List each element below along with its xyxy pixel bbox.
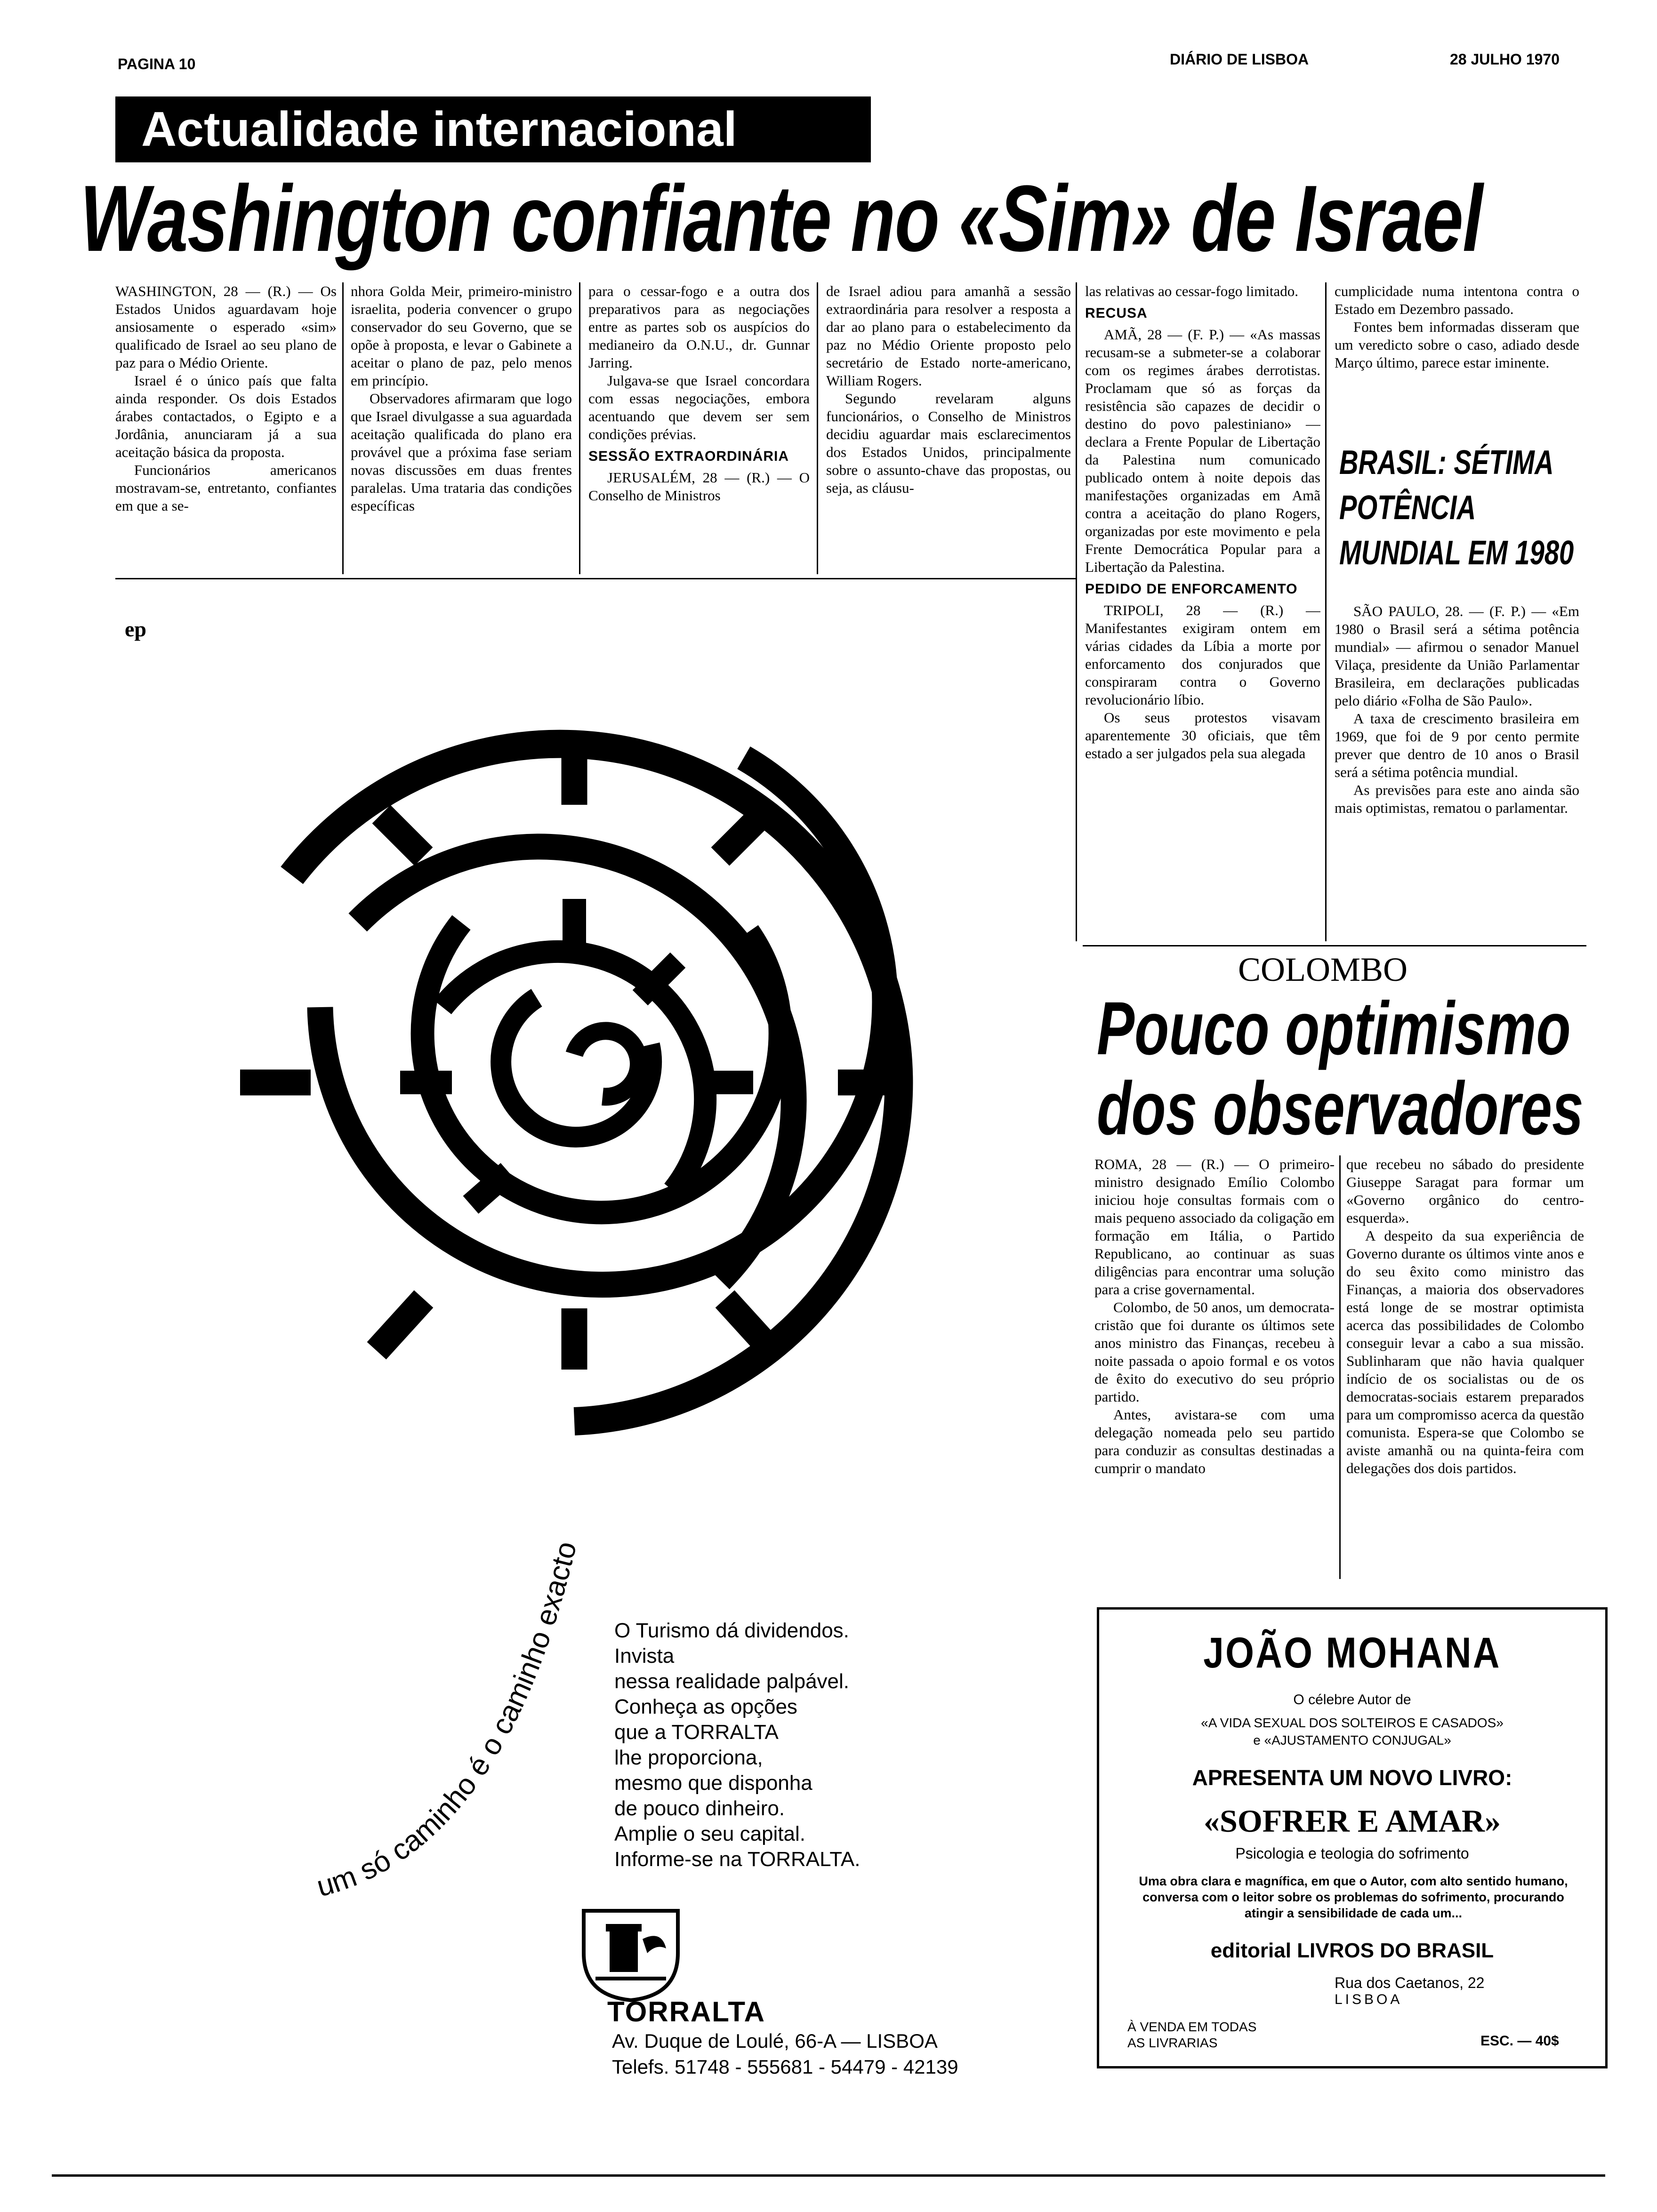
column-rule <box>1076 282 1077 941</box>
mohana-presents: APRESENTA UM NOVO LIVRO: <box>1192 1765 1512 1790</box>
slogan-text: um só caminho é o caminho exacto <box>313 1538 583 1903</box>
ad-copy-line: Invista <box>614 1644 675 1667</box>
article-paragraph: ROMA, 28 — (R.) — O primeiro-ministro designado Emílio Colombo iniciou hoje consultas formais com o mais pequeno associado da coligação em formação em Itália, o Partido Republicano, ao continuar as suas diligências para encontrar uma solução para a crise governamental. <box>1094 1156 1335 1298</box>
maze-ring <box>501 998 652 1137</box>
ad-copy-line: Amplie o seu capital. <box>614 1822 805 1845</box>
ad-copy-line: O Turismo dá dividendos. <box>614 1619 849 1642</box>
article-paragraph: Fontes bem informadas disseram que um veredicto sobre o caso, adiado desde Março último, parece estar iminente. <box>1335 319 1579 371</box>
logo-base <box>595 1977 666 1980</box>
ad-copy <box>614 1618 944 1872</box>
mohana-ad-box <box>1097 1607 1608 2068</box>
article-paragraph: JERUSALÉM, 28 — (R.) — O Conselho de Ministros <box>588 469 810 504</box>
article-column-5 <box>1085 282 1320 941</box>
subheading-sessao: SESSÃO EXTRAORDINÁRIA <box>588 449 789 464</box>
mohana-sale: À VENDA EM TODAS AS LIVRARIAS <box>1127 2020 1257 2050</box>
svg-text:um só caminho é o caminho exac <box>314 1539 583 1903</box>
curved-slogan <box>301 1421 640 1920</box>
article-paragraph: Observadores afirmaram que logo que Israel divulgasse a sua aguardada aceitação qualificada do plano era provável que a próxima fase seriam novas discussões em duas frentes paralelas. Uma trataria das condições específicas <box>351 390 572 514</box>
page-number: PAGINA 10 <box>118 56 196 72</box>
logo-tower-top <box>606 1924 642 1931</box>
mohana-subtitle: Psicologia e teologia do sofrimento <box>1235 1845 1469 1862</box>
logo-bird <box>643 1936 666 1953</box>
maze-illustration <box>179 678 970 1487</box>
article-column-3 <box>588 282 810 574</box>
mohana-blurb: Uma obra clara e magnífica, em que o Autor, com alto sentido humano, conversa com o leitor sobre os problemas do sofrimento, procurando atingir a sensibilidade de cada um... <box>1139 1874 1568 1920</box>
ad-copy-line: nessa realidade palpável. <box>614 1670 850 1693</box>
article-paragraph: AMÃ, 28 — (F. P.) — «As massas recusam-se a submeter-se a colaborar com os regimes árabes derrotistas. Proclamam que só as forças da resistência são capazes de decidir o destino do povo palestiniano» — declara a Frente Popular de Libertação da Palestina num comunicado publicado ontem à noite depois das manifestações organizadas em Amã contra a aceitação do plano Rogers, organizadas por este movimento e pela Frente Democrática Popular para a Libertação da Palestina. <box>1085 326 1320 575</box>
article-paragraph: Israel é o único país que falta ainda responder. Os dois Estados árabes contactados, o Egipto e a Jordânia, anunciaram já a sua aceitação básica da proposta. <box>115 372 337 460</box>
ad-copy-line: mesmo que disponha <box>614 1771 812 1795</box>
article-column-4 <box>826 282 1071 574</box>
column-rule <box>342 282 344 574</box>
mohana-book2: e «AJUSTAMENTO CONJUGAL» <box>1253 1733 1451 1747</box>
colombo-headline-line: Pouco optimismo <box>1097 986 1571 1070</box>
article-paragraph: que recebeu no sábado do presidente Giuseppe Saragat para formar um «Governo orgânico do centro-esquerda». <box>1346 1156 1584 1226</box>
article-paragraph: SÃO PAULO, 28. — (F. P.) — «Em 1980 o Brasil será a sétima potência mundial» — afirmou o senador Manuel Vilaça, presidente da União Parlamentar Brasileira, em declarações publicadas pelo diário «Folha de São Paulo». <box>1335 603 1579 709</box>
article-column-6 <box>1335 282 1579 433</box>
brasil-headline <box>1339 440 1584 595</box>
article-paragraph: Os seus protestos visavam aparentemente 30 oficiais, que têm estado a ser julgados pela sua alegada <box>1085 709 1320 761</box>
brasil-title-line: POTÊNCIA <box>1339 489 1476 527</box>
maze-wall <box>725 1299 772 1351</box>
maze-ring <box>574 1031 639 1097</box>
mohana-book1: «A VIDA SEXUAL DOS SOLTEIROS E CASADOS» <box>1201 1715 1504 1730</box>
mohana-street: Rua dos Caetanos, 22 <box>1335 1974 1485 1991</box>
ad-copy-line: de pouco dinheiro. <box>614 1797 785 1820</box>
article-paragraph: las relativas ao cessar-fogo limitado. <box>1085 283 1299 299</box>
article-paragraph: para o cessar-fogo e a outra dos preparativos para as negociações entre as partes sob os auspícios do medianeiro da O.N.U., dr. Gunnar Jarring. <box>588 283 810 371</box>
main-headline: Washington confiante no «Sim» de Israel <box>80 166 1482 271</box>
article-column-1 <box>115 282 337 574</box>
ad-corner-mark: ep <box>125 617 146 641</box>
colombo-label: COLOMBO <box>1238 951 1408 988</box>
brasil-title-line: MUNDIAL EM 1980 <box>1339 534 1574 572</box>
article-column-2 <box>351 282 572 574</box>
maze-wall <box>720 814 763 857</box>
mohana-price: ESC. — 40$ <box>1480 2033 1559 2049</box>
brasil-article <box>1335 602 1579 941</box>
article-paragraph: WASHINGTON, 28 — (R.) — Os Estados Unidos aguardavam hoje ansiosamente o esperado «sim» qualificado de Israel ao seu plano de paz para o Médio Oriente. <box>115 283 337 371</box>
newspaper-name: DIÁRIO DE LISBOA <box>1170 51 1309 68</box>
column-rule <box>1325 282 1327 941</box>
colombo-column-2 <box>1346 1155 1584 1579</box>
column-rule <box>817 282 818 574</box>
article-paragraph: A taxa de crescimento brasileira em 1969, que foi de 9 por cento permite prever que dentro de 10 anos o Brasil será a sétima potência mundial. <box>1335 710 1579 780</box>
article-paragraph: nhora Golda Meir, primeiro-ministro israelita, poderia convencer o grupo conservador do seu Governo, que se opõe à proposta, e levar o Gabinete a aceitar o plano de paz, pelo menos em princípio. <box>351 283 572 389</box>
column-rule <box>579 282 580 574</box>
mohana-celebre: O célebre Autor de <box>1293 1692 1411 1707</box>
colombo-top-rule <box>1083 945 1586 946</box>
ad-copy-line: que a TORRALTA <box>614 1721 779 1744</box>
logo-tower <box>610 1930 638 1972</box>
article-paragraph: TRIPOLI, 28 — (R.) — Manifestantes exigiram ontem em várias cidades da Líbia a morte por enforcamento dos conjurados que conspiraram contra o Governo revolucionário líbio. <box>1085 602 1320 708</box>
torralta-brand: TORRALTA <box>607 1996 765 2028</box>
colombo-headline <box>1097 988 1584 1148</box>
colombo-column-1 <box>1094 1155 1335 1579</box>
ad-copy-line: Informe-se na TORRALTA. <box>614 1848 861 1871</box>
article-paragraph: Segundo revelaram alguns funcionários, o Conselho de Ministros decidiu aguardar mais esclarecimentos dos Estados Unidos, principalmente sobre o assunto-chave das propostas, ou seja, as cláusu- <box>826 390 1071 496</box>
maze-wall <box>377 1299 424 1351</box>
article-paragraph: As previsões para este ano ainda são mais optimistas, rematou o parlamentar. <box>1335 782 1579 816</box>
article-paragraph: Antes, avistara-se com uma delegação nomeada pelo seu partido para conduzir as consultas destinadas a cumprir o mandato <box>1094 1406 1335 1476</box>
article-paragraph: Julgava-se que Israel concordara com essas negociações, embora acentuando que devem ser sem condições prévias. <box>588 372 810 442</box>
torralta-phones: Telefs. 51748 - 555681 - 54479 - 42139 <box>612 2056 958 2078</box>
mohana-city: LISBOA <box>1335 1992 1403 2007</box>
ad-copy-line: Conheça as opções <box>614 1695 797 1718</box>
subheading-pedido: PEDIDO DE ENFORCAMENTO <box>1085 581 1298 597</box>
subheading-recusa: RECUSA <box>1085 305 1148 321</box>
mohana-publisher: editorial LIVROS DO BRASIL <box>1210 1939 1494 1962</box>
article-paragraph: de Israel adiou para amanhã a sessão extraordinária para resolver a resposta a dar ao plano para o estabelecimento da paz no Médio Oriente proposto pelo secretário de Estado norte-americano, William Rogers. <box>826 283 1071 389</box>
column-rule <box>1339 1155 1341 1579</box>
mohana-new-title: «SOFRER E AMAR» <box>1204 1803 1501 1839</box>
article-paragraph: cumplicidade numa intentona contra o Estado em Dezembro passado. <box>1335 283 1579 317</box>
section-title: Actualidade internacional <box>141 102 737 157</box>
article-paragraph: A despeito da sua experiência de Governo durante os últimos vinte anos e do seu êxito como ministro das Finanças, a maioria dos observadores está longe de se mostrar optimista acerca das possibilidades de Colombo conseguir levar a cabo a sua missão. Sublinharam que não havia qualquer indício de os socialistas ou de os democratas-sociais estarem preparados para um compromisso acerca da questão comunista. Espera-se que Colombo se aviste amanhã ou na quinta-feira com delegações dos dois partidos. <box>1346 1227 1584 1476</box>
article-paragraph: Colombo, de 50 anos, um democrata-cristão que foi durante os últimos sete anos ministro das Finanças, recebeu à noite passada o apoio formal e os votos de êxito do executivo do seu próprio partido. <box>1094 1299 1335 1405</box>
torralta-address: Av. Duque de Loulé, 66-A — LISBOA <box>612 2030 938 2052</box>
ad-copy-line: lhe proporciona, <box>614 1746 763 1769</box>
ad-top-rule <box>115 578 1076 579</box>
brasil-title-line: BRASIL: SÉTIMA <box>1339 444 1554 481</box>
maze-wall <box>381 814 424 857</box>
mohana-author: JOÃO MOHANA <box>1203 1629 1501 1677</box>
page-bottom-rule <box>52 2174 1605 2177</box>
colombo-headline-line: dos observadores <box>1097 1066 1584 1150</box>
article-paragraph: Funcionários americanos mostravam-se, entretanto, confiantes em que a se- <box>115 462 337 514</box>
issue-date: 28 JULHO 1970 <box>1450 51 1560 68</box>
torralta-logo <box>577 1901 685 2005</box>
